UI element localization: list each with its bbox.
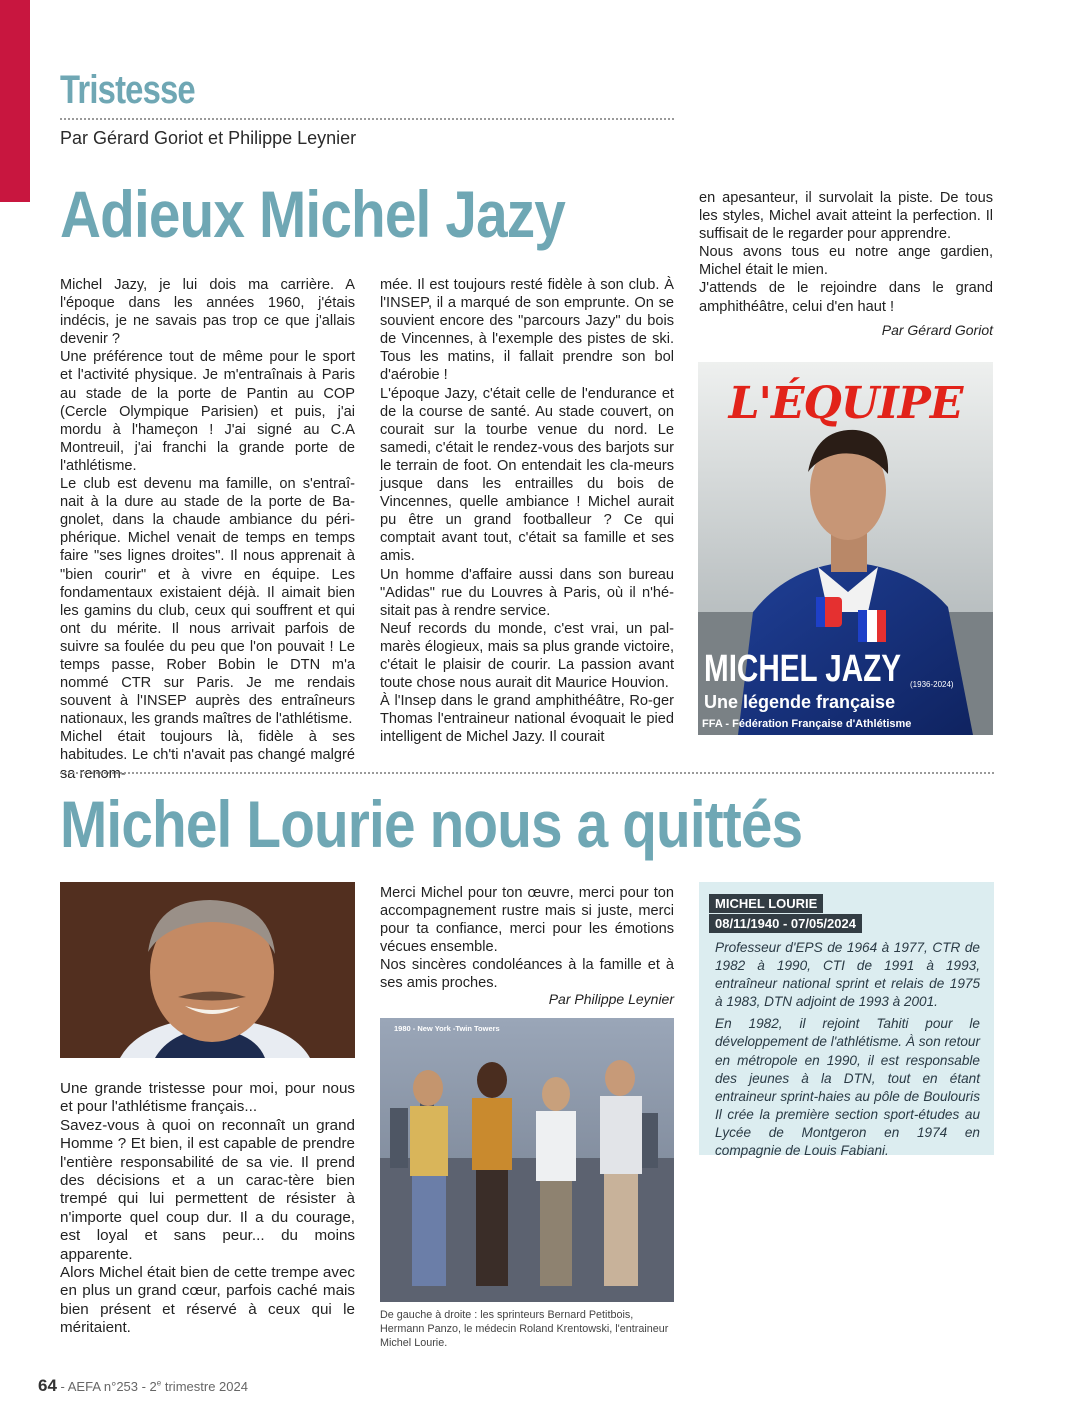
article1-headline: Adieux Michel Jazy	[60, 177, 566, 251]
section-color-bar	[0, 0, 30, 202]
article2-signature: Par Philippe Leynier	[548, 991, 674, 1007]
paragraph: Michel était toujours là, fidèle à ses habitudes. Le ch'ti n'avait pas changé malgré sa renom-	[60, 729, 355, 782]
paragraph: Savez-vous à quoi on reconnaît un grand Homme ? Et bien, il est capable de prendre l'entière responsabilité de sa vie. Il prend des décisions et a un carac-tère bien trempé qui lui permettent de résister à n'importe quel coup dur. Il a du courage, est loyal et sans peur... du moins apparente.	[60, 1116, 355, 1263]
paragraph: À l'Insep dans le grand amphithéâtre, Ro-ger Thomas l'entraineur national évoquait le pied intelligent de Michel Jazy. Il courait	[380, 693, 674, 746]
kicker-divider	[60, 118, 674, 120]
footer-text: - AEFA n°253 - 2	[56, 1379, 157, 1394]
article2-headline: Michel Lourie nous a quittés	[60, 787, 803, 861]
cover-credit: FFA - Fédération Française d'Athlétisme	[702, 718, 912, 730]
paragraph: Un homme d'affaire aussi dans son bureau "Adidas" rue du Louvres à Paris, où il n'hé-sitait pas à rendre service.	[380, 566, 674, 619]
article1-column-1	[60, 276, 355, 783]
article2-column-1	[60, 1080, 355, 1338]
paragraph: mée. Il est toujours resté fidèle à son club. À l'INSEP, il a marqué de son emprunte. On se souvient encore des "parcours Jazy" du bois de Vincennes, à l'exemple des pistes de ski. Tous les matins, il fallait prendre son bol d'aérobie !	[380, 277, 674, 384]
paragraph: Neuf records du monde, c'est vrai, un pal-marès élogieux, mais sa plus grande victoire, c'était le plaisir de courir. La passion avant toute chose nous aurait dit Maurice Houvion.	[380, 620, 674, 692]
footer-text-2: trimestre 2024	[161, 1379, 248, 1394]
paragraph: L'époque Jazy, c'était celle de l'endurance et de la course de santé. Au stade couvert, on courait sur la tourbe venue du nord. Le samedi, c'était le rendez-vous des barjots sur le terrain de foot. On entendait les cla-meurs jusque dans les entrailles du bois de Vincennes, quelle ambiance ! Michel aurait pu être un grand footballeur ? Ce qui comptait avant tout, c'était sa famille et ses amis.	[380, 385, 674, 565]
paragraph: Professeur d'EPS de 1964 à 1977, CTR de 1982 à 1990, CTI de 1991 à 1993, entraîneur national sprint et relais de 1975 à 1983, DTN adjoint de 1993 à 2001.	[715, 940, 980, 1010]
paragraph: J'attends de le rejoindre dans le grand amphithéâtre, celui d'en haut !	[699, 280, 993, 315]
paragraph: Une préférence tout de même pour le sport et l'activité physique. Je m'entraînais à Paris au stade de la porte de Pantin au COP (Cercle Olympique Parisien) et puis, j'ai mordu à l'hameçon ! J'ai signé au C.A Montreuil, j'ai franchi la grande porte de l'athlétisme.	[60, 349, 355, 474]
footer-sup: e	[156, 1378, 162, 1388]
article1-column-3	[699, 189, 993, 316]
paragraph: en apesanteur, il survolait la piste. De tous les styles, Michel avait atteint la perfection. Il suffisait de le regarder pour apprendre.	[699, 190, 993, 243]
article2-column-2	[380, 884, 674, 993]
page-number: 64	[38, 1376, 57, 1395]
photo-caption: De gauche à droite : les sprinteurs Bernard Petitbois, Hermann Panzo, le médecin Roland Krentowski, l'entraineur Michel Lourie.	[380, 1309, 669, 1349]
biography-infobox	[699, 882, 994, 1159]
cover-subtitle: Une légende française	[704, 692, 896, 712]
lequipe-cover-image	[698, 362, 993, 735]
cover-years: (1936-2024)	[910, 680, 954, 689]
paragraph: Le club est devenu ma famille, on s'entraî-nait à la dure au stade de la porte de Ba-gnolet, dans la chaude ambiance du péri-phérique. Michel venait de temps en temps faire "ses lignes droites". Il nous apprenait à "bien courir" et à vivre en équipe. Les fondamentaux existaient déjà. Il aimait bien les gamins du club, ceux qui souffrent et qui ont du mérite. Il nous arrivait parfois de suivre sa foulée du peu que l'on pouvait ! Le temps passe, Rober Bobin le DTN m'a nommé CTR sur Paris. Je me rendais souvent à l'INSEP auprès des entraîneurs nationaux, les grands maîtres de l'athlétisme.	[60, 476, 355, 728]
page-footer	[38, 1376, 248, 1396]
paragraph: Nous avons tous eu notre ange gardien, Michel était le mien.	[699, 244, 993, 279]
paragraph: Alors Michel était bien de cette trempe avec en plus un grand cœur, parfois caché mais bien présent et réservé à ceux qui le méritaient.	[60, 1264, 355, 1337]
twin-towers-group-photo	[380, 1018, 674, 1302]
photo-label: 1980 - New York -Twin Towers	[394, 1024, 500, 1033]
cover-masthead: L'ÉQUIPE	[728, 378, 963, 429]
paragraph: Michel Jazy, je lui dois ma carrière. A l'époque dans les années 1960, j'étais indécis, je ne savais pas trop ce que j'allais devenir ?	[60, 277, 355, 348]
article1-signature: Par Gérard Goriot	[881, 322, 993, 338]
article1-column-2	[380, 276, 674, 746]
infobox-dates: 08/11/1940 - 07/05/2024	[709, 914, 862, 933]
paragraph: Nos sincères condoléances à la famille et à ses amis proches.	[380, 957, 674, 992]
section-kicker: Tristesse	[60, 68, 195, 112]
michel-lourie-portrait	[60, 882, 355, 1058]
paragraph: Une grande tristesse pour moi, pour nous et pour l'athlétisme français...	[60, 1080, 355, 1116]
byline: Par Gérard Goriot et Philippe Leynier	[60, 128, 357, 148]
paragraph: En 1982, il rejoint Tahiti pour le développement de l'athlétisme. À son retour en métropole en 1990, il est responsable des jeunes à la DTN, tout en étant entraineur sprint-haies au pôle de Boulouris Il crée la première section sport-études au Lycée de Montgeron en 1974 en compagnie de Louis Fabiani.	[715, 1016, 980, 1159]
infobox-text	[709, 939, 980, 1160]
paragraph: Merci Michel pour ton œuvre, merci pour ton accompagnement rustre mais si juste, merci pour ta confiance, merci pour les émotions vécues ensemble.	[380, 885, 674, 956]
cover-name: MICHEL JAZY	[704, 648, 902, 690]
infobox-name: MICHEL LOURIE	[709, 894, 823, 913]
article-divider	[60, 772, 994, 774]
